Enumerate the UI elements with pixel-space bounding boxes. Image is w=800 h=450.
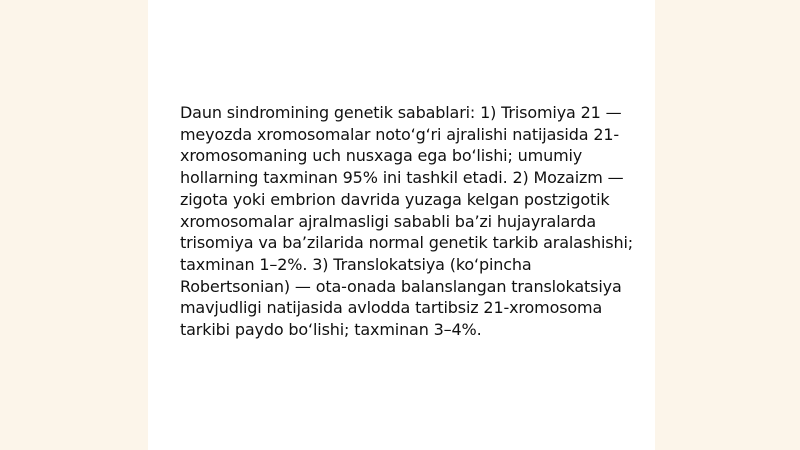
document-page [148,0,655,450]
document-paragraph: Daun sindromining genetik sabablari: 1) Trisomiya 21 — meyozda xromosomalar noto‘g‘ri ajralishi natijasida 21-xromosomaning uch nusxaga ega bo‘lishi; umumiy hollarning taxminan 95% ini tashkil etadi. 2) Mozaizm — zigota yoki embrion davrida yuzaga kelgan postzigotik xromosomalar ajralmasligi sababli ba’zi hujayralarda trisomiya va ba’zilarida normal genetik tarkib aralashishi; taxminan 1–2%. 3) Translokatsiya (ko‘pincha Robertsonian) — ota-onada balanslangan translokatsiya mavjudligi natijasida avlodda tartibsiz 21-xromosoma tarkibi paydo bo‘lishi; taxminan 3–4%. [180,103,634,340]
